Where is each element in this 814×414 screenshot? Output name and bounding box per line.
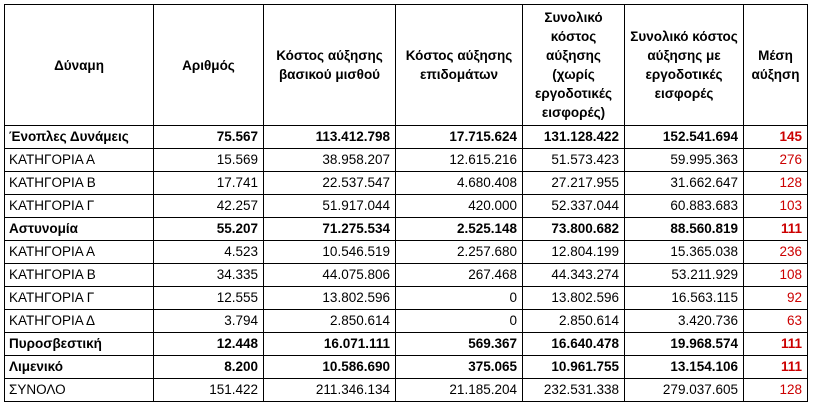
cell-total-with-contributions: 31.662.647 (625, 172, 744, 195)
cell-average-increase: 236 (744, 241, 808, 264)
cell-force: ΚΑΤΗΓΟΡΙΑ Δ (5, 310, 154, 333)
header-count: Αριθμός (154, 5, 264, 126)
cell-average-increase: 108 (744, 264, 808, 287)
table-row (5, 172, 808, 195)
table-row (5, 149, 808, 172)
cell-allowances-cost: 0 (396, 310, 523, 333)
cell-base-salary-cost: 2.850.614 (264, 310, 396, 333)
cell-average-increase: 128 (744, 172, 808, 195)
cell-force: ΚΑΤΗΓΟΡΙΑ Γ (5, 195, 154, 218)
cell-total-without-contributions: 2.850.614 (523, 310, 625, 333)
cell-count: 12.448 (154, 333, 264, 356)
cell-total-without-contributions: 73.800.682 (523, 218, 625, 241)
cell-total-with-contributions: 152.541.694 (625, 126, 744, 149)
table-row (5, 287, 808, 310)
cell-total-with-contributions: 19.968.574 (625, 333, 744, 356)
table-row (5, 195, 808, 218)
cell-total-with-contributions: 15.365.038 (625, 241, 744, 264)
table-row (5, 218, 808, 241)
cell-count: 75.567 (154, 126, 264, 149)
cell-total-without-contributions: 44.343.274 (523, 264, 625, 287)
table-row (5, 126, 808, 149)
cell-force: Λιμενικό (5, 356, 154, 379)
header-average-increase: Μέση αύξηση (744, 5, 808, 126)
table-row (5, 241, 808, 264)
cell-total-without-contributions: 12.804.199 (523, 241, 625, 264)
cell-force: ΚΑΤΗΓΟΡΙΑ Γ (5, 287, 154, 310)
cell-total-with-contributions: 59.995.363 (625, 149, 744, 172)
cell-average-increase: 111 (744, 218, 808, 241)
cell-total-without-contributions: 52.337.044 (523, 195, 625, 218)
cell-allowances-cost: 569.367 (396, 333, 523, 356)
cell-total-without-contributions: 232.531.338 (523, 379, 625, 402)
cell-count: 34.335 (154, 264, 264, 287)
cell-total-with-contributions: 13.154.106 (625, 356, 744, 379)
cell-average-increase: 145 (744, 126, 808, 149)
cell-force: ΣΥΝΟΛΟ (5, 379, 154, 402)
cell-count: 12.555 (154, 287, 264, 310)
cell-base-salary-cost: 44.075.806 (264, 264, 396, 287)
cell-base-salary-cost: 16.071.111 (264, 333, 396, 356)
cell-allowances-cost: 21.185.204 (396, 379, 523, 402)
cell-count: 151.422 (154, 379, 264, 402)
cell-count: 55.207 (154, 218, 264, 241)
cell-allowances-cost: 17.715.624 (396, 126, 523, 149)
cell-average-increase: 92 (744, 287, 808, 310)
header-total-cost-without-contributions: Συνολικό κόστος αύξησης (χωρίς εργοδοτικές εισφορές) (523, 5, 625, 126)
cell-force: ΚΑΤΗΓΟΡΙΑ Α (5, 241, 154, 264)
cell-base-salary-cost: 51.917.044 (264, 195, 396, 218)
cell-count: 3.794 (154, 310, 264, 333)
cell-average-increase: 103 (744, 195, 808, 218)
cell-allowances-cost: 4.680.408 (396, 172, 523, 195)
cell-allowances-cost: 0 (396, 287, 523, 310)
cell-total-with-contributions: 16.563.115 (625, 287, 744, 310)
cell-count: 42.257 (154, 195, 264, 218)
cell-allowances-cost: 375.065 (396, 356, 523, 379)
cell-average-increase: 111 (744, 356, 808, 379)
header-force: Δύναμη (5, 5, 154, 126)
cell-allowances-cost: 2.525.148 (396, 218, 523, 241)
table-row (5, 333, 808, 356)
cell-base-salary-cost: 10.546.519 (264, 241, 396, 264)
table-row (5, 310, 808, 333)
cell-total-without-contributions: 13.802.596 (523, 287, 625, 310)
cell-count: 8.200 (154, 356, 264, 379)
cell-allowances-cost: 12.615.216 (396, 149, 523, 172)
cell-base-salary-cost: 38.958.207 (264, 149, 396, 172)
cell-base-salary-cost: 10.586.690 (264, 356, 396, 379)
cell-allowances-cost: 267.468 (396, 264, 523, 287)
cell-total-without-contributions: 10.961.755 (523, 356, 625, 379)
cell-total-with-contributions: 3.420.736 (625, 310, 744, 333)
table-row (5, 264, 808, 287)
cell-average-increase: 111 (744, 333, 808, 356)
cell-force: Αστυνομία (5, 218, 154, 241)
cell-average-increase: 276 (744, 149, 808, 172)
cell-count: 15.569 (154, 149, 264, 172)
cell-base-salary-cost: 113.412.798 (264, 126, 396, 149)
cell-base-salary-cost: 71.275.534 (264, 218, 396, 241)
cell-force: Πυροσβεστική (5, 333, 154, 356)
cell-total-without-contributions: 27.217.955 (523, 172, 625, 195)
cell-total-with-contributions: 279.037.605 (625, 379, 744, 402)
header-base-salary-cost: Κόστος αύξησης βασικού μισθού (264, 5, 396, 126)
cell-total-without-contributions: 16.640.478 (523, 333, 625, 356)
table-row (5, 356, 808, 379)
cell-total-with-contributions: 60.883.683 (625, 195, 744, 218)
cell-total-without-contributions: 51.573.423 (523, 149, 625, 172)
cell-total-without-contributions: 131.128.422 (523, 126, 625, 149)
cell-force: ΚΑΤΗΓΟΡΙΑ Β (5, 264, 154, 287)
cell-total-with-contributions: 88.560.819 (625, 218, 744, 241)
cell-base-salary-cost: 13.802.596 (264, 287, 396, 310)
table-row (5, 379, 808, 402)
cell-average-increase: 63 (744, 310, 808, 333)
cell-allowances-cost: 2.257.680 (396, 241, 523, 264)
header-row (5, 5, 808, 126)
cell-count: 17.741 (154, 172, 264, 195)
cell-base-salary-cost: 211.346.134 (264, 379, 396, 402)
cell-total-with-contributions: 53.211.929 (625, 264, 744, 287)
cell-average-increase: 128 (744, 379, 808, 402)
cell-force: Ένοπλες Δυνάμεις (5, 126, 154, 149)
cell-force: ΚΑΤΗΓΟΡΙΑ Α (5, 149, 154, 172)
cell-allowances-cost: 420.000 (396, 195, 523, 218)
table-body (5, 126, 808, 402)
cell-force: ΚΑΤΗΓΟΡΙΑ Β (5, 172, 154, 195)
header-allowances-cost: Κόστος αύξησης επιδομάτων (396, 5, 523, 126)
salary-increase-table (4, 4, 808, 402)
cell-base-salary-cost: 22.537.547 (264, 172, 396, 195)
cell-count: 4.523 (154, 241, 264, 264)
header-total-cost-with-contributions: Συνολικό κόστος αύξησης με εργοδοτικές εισφορές (625, 5, 744, 126)
